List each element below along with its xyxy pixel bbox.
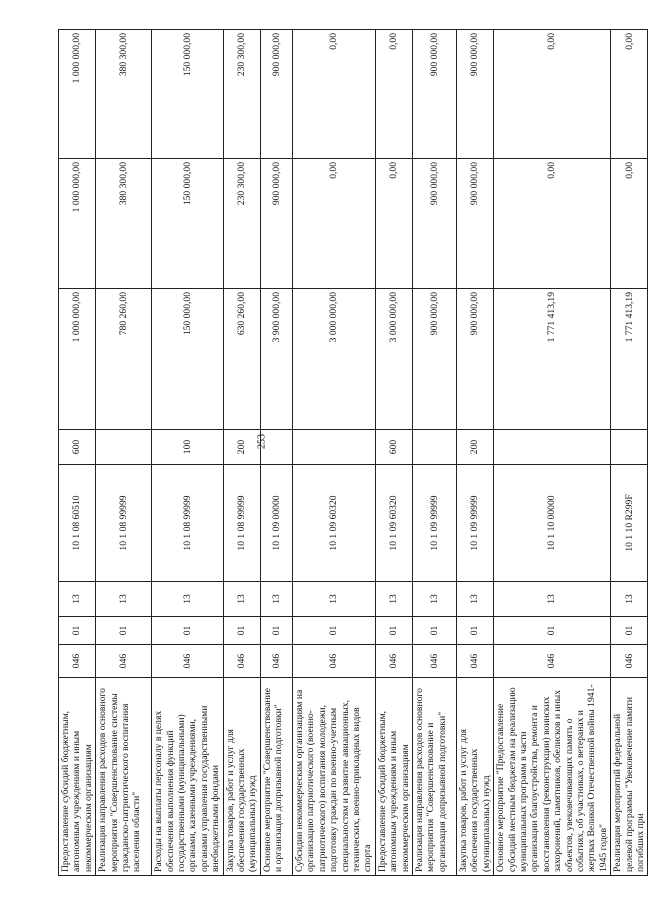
- cell-csr: 10 1 09 60320: [375, 465, 412, 582]
- cell-vr: 600: [375, 430, 412, 465]
- cell-v3: 900 000,00: [456, 30, 493, 159]
- table-row: [59, 30, 96, 876]
- cell-v1: 1 771 413,19: [611, 289, 648, 430]
- cell-v3: 1 000 000,00: [59, 30, 96, 159]
- row-name: Основное мероприятие "Совершенствование и организация допризывной подготовки": [260, 678, 292, 876]
- page-number: 253: [256, 434, 268, 449]
- cell-csr: 10 1 08 60510: [59, 465, 96, 582]
- cell-csr: 10 1 09 00000: [260, 465, 292, 582]
- cell-v1: 900 000,00: [412, 289, 456, 430]
- cell-v2: 900 000,00: [260, 159, 292, 289]
- cell-rz: 01: [292, 617, 375, 645]
- cell-vr: [96, 430, 152, 465]
- cell-v3: 900 000,00: [412, 30, 456, 159]
- cell-pr: 13: [96, 582, 152, 617]
- rotated-table-container: [58, 30, 647, 876]
- table-row: [96, 30, 152, 876]
- cell-vr: 200: [456, 430, 493, 465]
- row-name: Предоставление субсидий бюджетным, автономным учреждениям и иным некоммерческим организациям: [59, 678, 96, 876]
- cell-vr: [611, 430, 648, 465]
- cell-v1: 630 260,00: [223, 289, 260, 430]
- cell-v1: 1 771 413,19: [494, 289, 611, 430]
- cell-pr: 13: [456, 582, 493, 617]
- row-name: Реализация направления расходов основного мероприятия "Совершенствование системы гражданско-патриотического воспитания населения области": [96, 678, 152, 876]
- cell-v3: 150 000,00: [152, 30, 223, 159]
- cell-rz: 01: [456, 617, 493, 645]
- table-row: [611, 30, 648, 876]
- cell-pr: 13: [260, 582, 292, 617]
- cell-v3: 0,00: [494, 30, 611, 159]
- cell-adm: 046: [96, 645, 152, 678]
- cell-adm: 046: [152, 645, 223, 678]
- cell-adm: 046: [223, 645, 260, 678]
- cell-csr: 10 1 09 99999: [456, 465, 493, 582]
- row-name: Реализация направления расходов основного мероприятия "Совершенствование и организация допризывной подготовки": [412, 678, 456, 876]
- cell-adm: 046: [494, 645, 611, 678]
- cell-v2: 0,00: [494, 159, 611, 289]
- cell-adm: 046: [260, 645, 292, 678]
- row-name: Предоставление субсидий бюджетным, автономным учреждениям и иным некоммерческим организациям: [375, 678, 412, 876]
- table-row: [456, 30, 493, 876]
- cell-csr: 10 1 10 00000: [494, 465, 611, 582]
- cell-pr: 13: [611, 582, 648, 617]
- table-row: [260, 30, 292, 876]
- cell-v3: 380 300,00: [96, 30, 152, 159]
- cell-pr: 13: [223, 582, 260, 617]
- table-row: [152, 30, 223, 876]
- cell-v1: 3 000 000,00: [292, 289, 375, 430]
- table-row: [375, 30, 412, 876]
- cell-pr: 13: [494, 582, 611, 617]
- cell-rz: 01: [96, 617, 152, 645]
- cell-v1: 150 000,00: [152, 289, 223, 430]
- row-name: Основное мероприятие "Предоставление субсидий местным бюджетам на реализацию муниципальных программ в части организации благоустройства, ремонта и восстановления (реконструкции) воинских захоронений, памятников, обелисков и иных объектов, увековечивающих память о событиях, об участниках, о ветеранах и жертвах Великой Отечественной войны 1941-1945 годов": [494, 678, 611, 876]
- cell-csr: 10 1 10 R299F: [611, 465, 648, 582]
- cell-v1: 1 000 000,00: [59, 289, 96, 430]
- cell-vr: 600: [59, 430, 96, 465]
- cell-v3: 900 000,00: [260, 30, 292, 159]
- cell-v3: 230 300,00: [223, 30, 260, 159]
- table-row: [292, 30, 375, 876]
- row-name: Закупка товаров, работ и услуг для обеспечения государственных (муниципальных) нужд: [223, 678, 260, 876]
- cell-v2: 0,00: [292, 159, 375, 289]
- cell-rz: 01: [152, 617, 223, 645]
- budget-table: [58, 29, 648, 876]
- cell-csr: 10 1 08 99999: [152, 465, 223, 582]
- cell-v2: 900 000,00: [456, 159, 493, 289]
- cell-v1: 900 000,00: [456, 289, 493, 430]
- cell-rz: 01: [59, 617, 96, 645]
- cell-v3: 0,00: [375, 30, 412, 159]
- cell-adm: 046: [375, 645, 412, 678]
- cell-v3: 0,00: [292, 30, 375, 159]
- cell-csr: 10 1 08 99999: [223, 465, 260, 582]
- cell-vr: 100: [152, 430, 223, 465]
- cell-vr: 200: [223, 430, 260, 465]
- cell-pr: 13: [59, 582, 96, 617]
- cell-v2: 900 000,00: [412, 159, 456, 289]
- cell-v3: 0,00: [611, 30, 648, 159]
- cell-pr: 13: [375, 582, 412, 617]
- cell-adm: 046: [412, 645, 456, 678]
- cell-rz: 01: [412, 617, 456, 645]
- row-name: Закупка товаров, работ и услуг для обеспечения государственных (муниципальных) нужд: [456, 678, 493, 876]
- row-name: Реализация мероприятий федеральной целевой программы "Увековечение памяти погибших при: [611, 678, 648, 876]
- cell-rz: 01: [611, 617, 648, 645]
- cell-rz: 01: [223, 617, 260, 645]
- cell-v2: 380 300,00: [96, 159, 152, 289]
- cell-v1: 780 260,00: [96, 289, 152, 430]
- cell-adm: 046: [456, 645, 493, 678]
- cell-csr: 10 1 08 99999: [96, 465, 152, 582]
- row-name: Расходы на выплаты персоналу в целях обеспечения выполнения функций государственными (муниципальными) органами, казенными учреждениями, органами управления государственными внебюджетными фондами: [152, 678, 223, 876]
- cell-csr: 10 1 09 60320: [292, 465, 375, 582]
- cell-v1: 3 000 000,00: [375, 289, 412, 430]
- row-name: Субсидии некоммерческим организациям на организацию патриотического (военно-патриотического) воспитания молодежи, подготовку граждан по военно-учетным специальностям и развитие авиационных, технических, военно-прикладных видов спорта: [292, 678, 375, 876]
- cell-v2: 150 000,00: [152, 159, 223, 289]
- cell-pr: 13: [292, 582, 375, 617]
- cell-vr: [292, 430, 375, 465]
- table-row: [412, 30, 456, 876]
- cell-adm: 046: [611, 645, 648, 678]
- cell-csr: 10 1 09 99999: [412, 465, 456, 582]
- table-row: [494, 30, 611, 876]
- cell-vr: [494, 430, 611, 465]
- cell-pr: 13: [412, 582, 456, 617]
- cell-rz: 01: [260, 617, 292, 645]
- cell-v2: 0,00: [375, 159, 412, 289]
- cell-pr: 13: [152, 582, 223, 617]
- cell-vr: [260, 430, 292, 465]
- cell-vr: [412, 430, 456, 465]
- cell-adm: 046: [292, 645, 375, 678]
- cell-v2: 1 000 000,00: [59, 159, 96, 289]
- table-row: [223, 30, 260, 876]
- cell-rz: 01: [494, 617, 611, 645]
- cell-adm: 046: [59, 645, 96, 678]
- cell-v2: 230 300,00: [223, 159, 260, 289]
- cell-v1: 3 900 000,00: [260, 289, 292, 430]
- cell-rz: 01: [375, 617, 412, 645]
- cell-v2: 0,00: [611, 159, 648, 289]
